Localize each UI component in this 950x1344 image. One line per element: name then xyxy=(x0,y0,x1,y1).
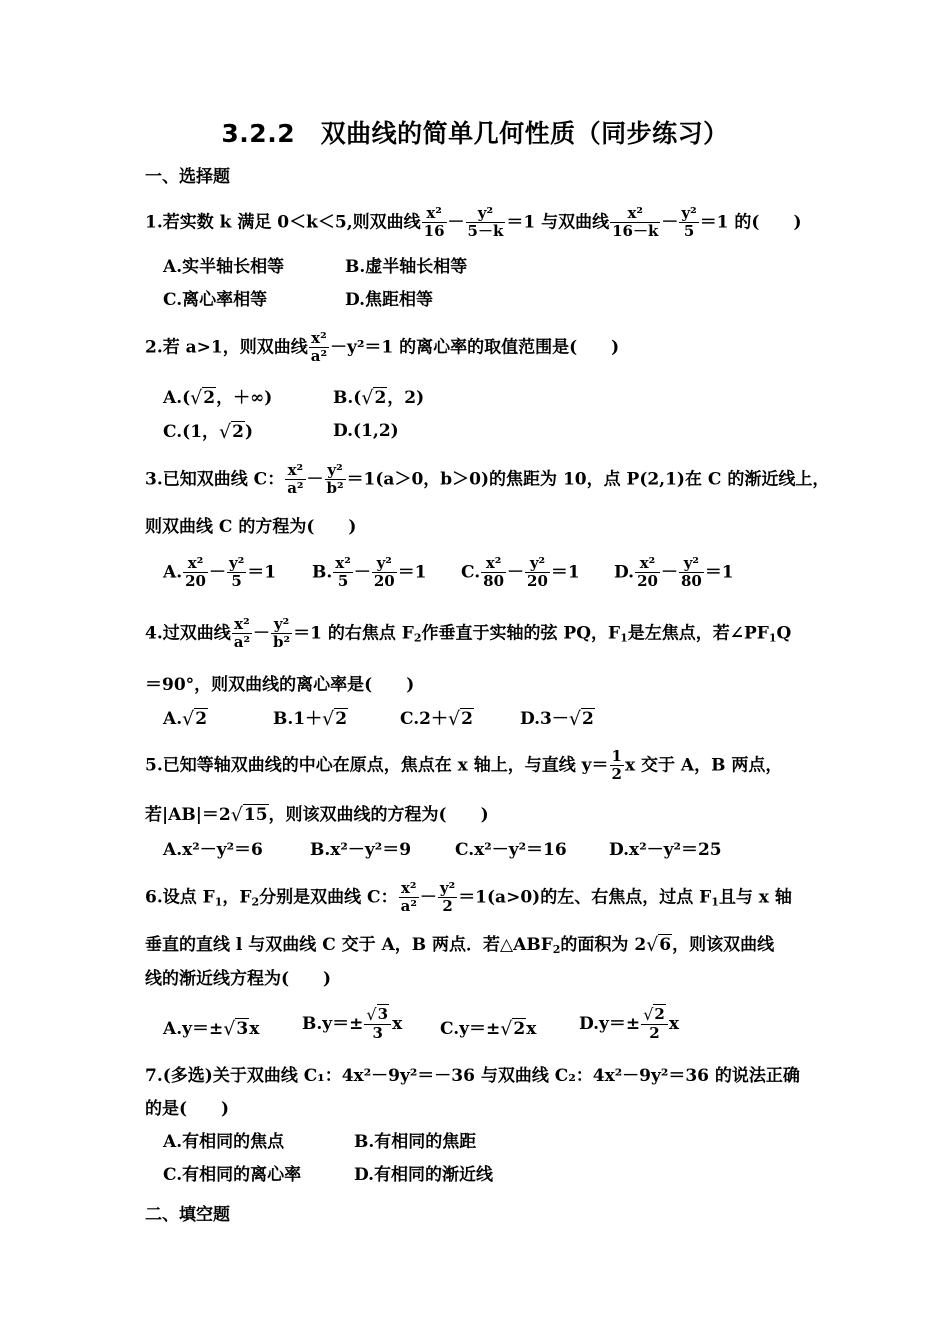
option-a: A.实半轴长相等 xyxy=(163,257,285,277)
fraction: $\frac{\text{y²}}{20}$ xyxy=(373,554,395,591)
fraction: $\frac{\text{x²}}{5}$ xyxy=(335,554,351,591)
option-c: C.离心率相等 xyxy=(163,290,268,310)
fraction: $\frac{\text{y²}}{2}$ xyxy=(439,879,456,916)
option-a: A.x²－y²＝6 xyxy=(163,840,263,860)
fraction: $\frac{\text{x²}}{\text{a²}}$ xyxy=(233,615,251,652)
question-3-stem-line2: 则双曲线 C 的方程为( ) xyxy=(145,517,357,537)
fraction: $\frac{\text{x²}}{\text{a²}}$ xyxy=(310,329,328,366)
fraction: $\frac{\text{x²}}{20}$ xyxy=(637,554,658,591)
sqrt-symbol: √2 xyxy=(190,387,216,409)
option-c: C.y＝±√2x xyxy=(440,1018,537,1040)
option-d: D.(1,2) xyxy=(333,421,399,441)
sqrt-symbol: √2 xyxy=(568,708,594,730)
sqrt-symbol: √3 xyxy=(366,1005,389,1024)
question-6-stem-line3: 线的渐近线方程为( ) xyxy=(145,969,332,989)
fraction: $\frac{\text{y²}}{\text{b²}}$ xyxy=(273,615,291,652)
question-7-stem: 7.(多选)关于双曲线 C₁：4x²－9y²＝－36 与双曲线 C₂：4x²－9y²＝36 的说法正确 xyxy=(145,1066,800,1086)
option-a: A.y＝±√3x xyxy=(163,1018,260,1040)
section-heading-choice: 一、选择题 xyxy=(145,167,230,187)
question-4-stem: 4.过双曲线 $\frac{\text{x²}}{\text{a²}}$ － $\frac{\text{y²}}{\text{b²}}$ ＝1 的右焦点 $F_2$作垂直于实轴的弦 PQ，$F_1$是左焦点，若$\angle PF_1Q$ xyxy=(145,615,792,652)
option-a: A.有相同的焦点 xyxy=(163,1132,285,1152)
question-1-stem: 1.若实数 k 满足 0＜k＜5,则双曲线 $\frac{\text{x²}}{16}$ － $\frac{\text{y²}}{5-k}$ ＝1 与双曲线 $\frac{\text{x²}}{16-k}$ － $\frac{\text{y²}}{5}$ ＝1 的( ) xyxy=(145,204,802,241)
fraction: $\frac{\text{y²}}{\text{b²}}$ xyxy=(326,461,344,498)
option-d: D. $\frac{\text{x²}}{20}$ － $\frac{\text{y²}}{80}$ ＝1 xyxy=(614,554,734,591)
question-5-stem-line2: 若|AB|＝2√15，则该双曲线的方程为( ) xyxy=(145,804,489,826)
option-a: A.√2 xyxy=(163,708,208,730)
option-d: D.x²－y²＝25 xyxy=(609,840,722,860)
option-b: B.x²－y²＝9 xyxy=(310,840,412,860)
option-d: D.焦距相等 xyxy=(345,290,434,310)
option-b: B.y＝± $\frac{√3}{3}$ x xyxy=(302,1005,403,1043)
question-5-stem: 5.已知等轴双曲线的中心在原点，焦点在 x 轴上，与直线 y＝ $\frac{1}{2}$ x 交于 A，B 两点， xyxy=(145,747,783,784)
question-6-stem: 6.设点 $F_1$，$F_2$分别是双曲线 C： $\frac{\text{x²}}{\text{a²}}$ － $\frac{\text{y²}}{2}$ ＝1(a>0)的左、右焦点，过点 $F_1$且与 x 轴 xyxy=(145,879,792,916)
sqrt-symbol: √2 xyxy=(322,708,348,730)
fraction: $\frac{\text{x²}}{16}$ xyxy=(423,204,445,241)
sqrt-symbol: √6 xyxy=(646,934,672,956)
option-c: C.(1，√2) xyxy=(163,421,254,443)
option-d: D.3－√2 xyxy=(520,708,594,730)
fraction: $\frac{1}{2}$ xyxy=(611,747,622,784)
option-c: C.有相同的离心率 xyxy=(163,1165,302,1185)
fraction: $\frac{\text{x²}}{16-k}$ xyxy=(612,204,659,241)
question-4-stem-line2: ＝90°，则双曲线的离心率是( ) xyxy=(145,675,415,695)
fraction: $\frac{\text{y²}}{5}$ xyxy=(228,554,245,591)
sqrt-symbol: √2 xyxy=(447,708,473,730)
option-b: B.(√2，2) xyxy=(333,387,425,409)
sqrt-symbol: √15 xyxy=(230,804,268,826)
sqrt-symbol: √2 xyxy=(182,708,208,730)
sqrt-symbol: √2 xyxy=(219,421,244,443)
question-6-stem-line2: 垂直的直线 l 与双曲线 C 交于 A，B 两点．若$\triangle ABF_2$的面积为 2√6，则该双曲线 xyxy=(145,934,775,956)
option-c: C. $\frac{\text{x²}}{80}$ － $\frac{\text{y²}}{20}$ ＝1 xyxy=(461,554,580,591)
fraction: $\frac{\text{x²}}{\text{a²}}$ xyxy=(400,879,417,916)
option-a: A.(√2，＋∞) xyxy=(163,387,273,409)
fraction: $\frac{\text{x²}}{\text{a²}}$ xyxy=(287,461,304,498)
fraction: $\frac{\text{y²}}{20}$ xyxy=(527,554,548,591)
fraction: $\frac{\text{y²}}{5-k}$ xyxy=(467,204,504,241)
question-2-stem: 2.若 a>1，则双曲线 $\frac{\text{x²}}{\text{a²}}$ －y²＝1 的离心率的取值范围是( ) xyxy=(145,329,620,366)
sqrt-symbol: √2 xyxy=(643,1005,665,1024)
option-b: B. $\frac{\text{x²}}{5}$ － $\frac{\text{y²}}{20}$ ＝1 xyxy=(312,554,427,591)
fraction: $\frac{√2}{2}$ xyxy=(641,1006,668,1043)
question-7-stem-line2: 的是( ) xyxy=(145,1099,230,1119)
page-title: 3.2.2 双曲线的简单几何性质（同步练习） xyxy=(221,119,729,148)
option-b: B.有相同的焦距 xyxy=(354,1132,477,1152)
sqrt-symbol: √3 xyxy=(223,1018,249,1040)
sqrt-symbol: √2 xyxy=(500,1018,526,1040)
option-b: B.1＋√2 xyxy=(273,708,348,730)
option-a: A. $\frac{\text{x²}}{20}$ － $\frac{\text{y²}}{5}$ ＝1 xyxy=(163,554,277,591)
option-c: C.x²－y²＝16 xyxy=(455,840,567,860)
option-c: C.2＋√2 xyxy=(400,708,473,730)
option-d: D.有相同的渐近线 xyxy=(354,1165,494,1185)
section-heading-fill: 二、填空题 xyxy=(145,1205,230,1225)
fraction: $\frac{√3}{3}$ xyxy=(364,1006,391,1043)
option-b: B.虚半轴长相等 xyxy=(345,257,468,277)
question-3-stem: 3.已知双曲线 C： $\frac{\text{x²}}{\text{a²}}$ － $\frac{\text{y²}}{\text{b²}}$ ＝1(a＞0，b＞0)的焦距为 10，点 P(2,1)在 C 的渐近线上， xyxy=(145,461,830,498)
option-d: D.y＝± $\frac{√2}{2}$ x xyxy=(579,1005,679,1043)
fraction: $\frac{\text{y²}}{80}$ xyxy=(680,554,702,591)
fraction: $\frac{\text{x²}}{80}$ xyxy=(483,554,505,591)
sqrt-symbol: √2 xyxy=(361,387,387,409)
fraction: $\frac{\text{x²}}{20}$ xyxy=(185,554,206,591)
fraction: $\frac{\text{y²}}{5}$ xyxy=(681,204,697,241)
